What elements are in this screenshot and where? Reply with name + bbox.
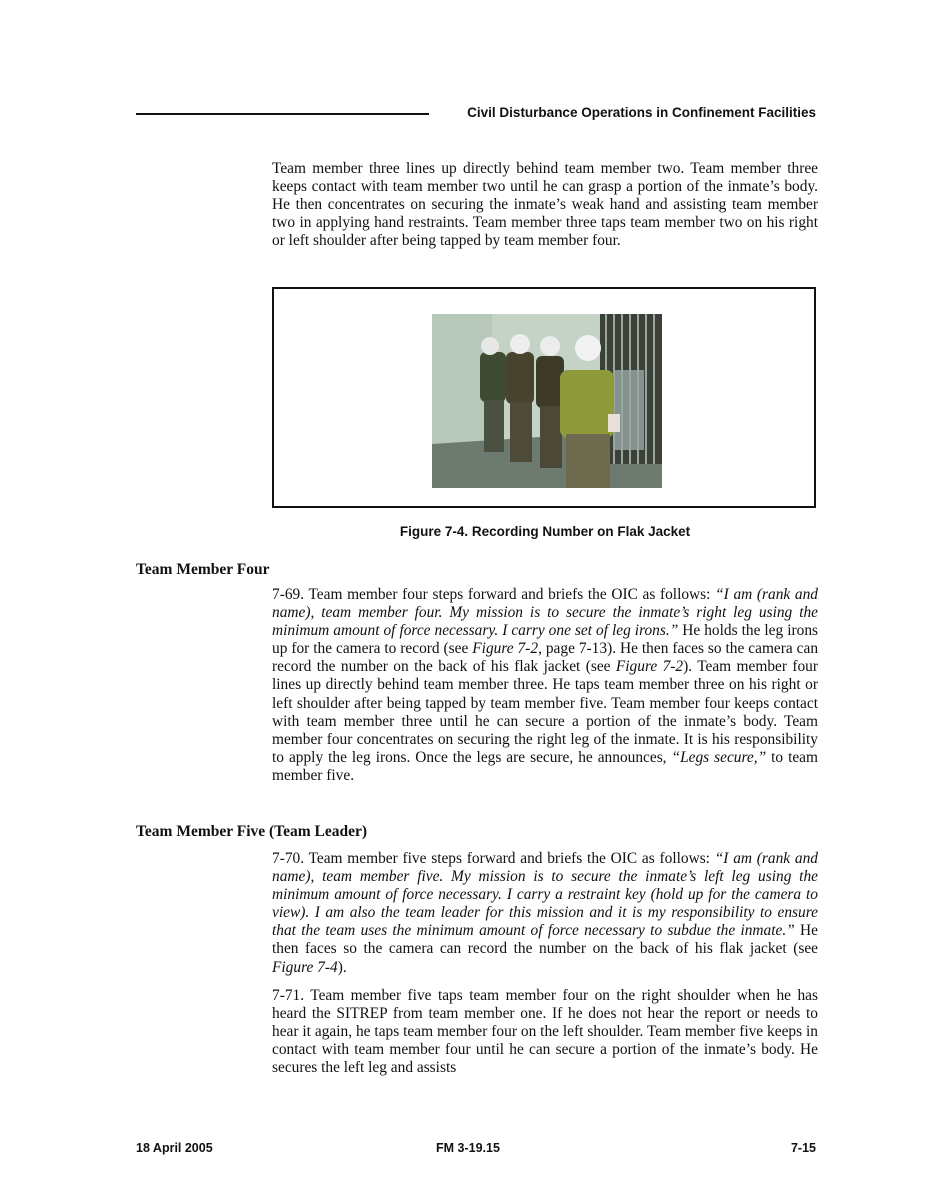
paragraph-text: He holds the leg irons up for the camera to record (see: [272, 622, 818, 658]
paragraph-number: 7-69.: [272, 586, 305, 603]
paragraph-text: ).: [337, 958, 347, 976]
section-heading-team-member-four: Team Member Four: [136, 561, 270, 578]
footer-manual-number: FM 3-19.15: [436, 1141, 500, 1155]
footer-date: 18 April 2005: [136, 1141, 213, 1155]
figure-reference: Figure 7-2: [615, 658, 684, 676]
figure-caption: Figure 7-4. Recording Number on Flak Jacket: [399, 524, 691, 539]
paragraph-text: Team member four steps forward and briefs the OIC as follows:: [308, 586, 716, 603]
quoted-announcement: “Legs secure,”: [671, 748, 767, 766]
quoted-briefing: “I am (rank and name), team member five. My mission is to secure the inmate’s left leg using the minimum amount of force necessary. I carry a restraint key (hold up for the camera to view). I am also the team leader for this mission and it is my responsibility to ensure that the team uses the minimum amount of force necessary to subdue the inmate.”: [272, 850, 818, 940]
figure-reference: Figure 7-4: [272, 958, 338, 976]
figure-frame: [272, 287, 816, 508]
paragraph-text: ). Team member four lines up directly behind team member three. He taps team member three on his right or left shoulder after being tapped by team member five. Team member four keeps contact with team member three until he can secure a portion of the inmate’s body. Team member four concentrates on securing the right leg of the inmate. It is his responsibility to apply the leg irons. Once the legs are secure, he announces,: [272, 658, 818, 766]
paragraph-7-70: [272, 850, 818, 977]
paragraph-text: , page 7-13). He then faces so the camera can record the number on the back of his flak jacket (see: [272, 640, 819, 676]
figure-photo: [432, 314, 662, 488]
header-rule: [136, 113, 429, 115]
footer-page-number: 7-15: [790, 1141, 816, 1155]
paragraph-number: 7-70.: [272, 850, 305, 867]
paragraph-text: Team member five taps team member four on the right shoulder when he has heard the SITREP from team member one. If he does not hear the report or needs to hear it again, he taps team member four on the left shoulder. Team member five keeps in contact with team member four until he can secure a portion of the inmate’s body. He secures the left leg and assists: [272, 987, 818, 1077]
figure-reference: Figure 7-2: [472, 640, 539, 658]
paragraph-7-69: [272, 586, 818, 785]
paragraph-text: Team member five steps forward and briefs the OIC as follows:: [308, 850, 715, 867]
paragraph-7-71: [272, 987, 818, 1077]
running-head-title: Civil Disturbance Operations in Confinement Facilities: [467, 105, 816, 120]
paragraph-text: He then faces so the camera can record the number on the back of his flak jacket (see: [272, 922, 818, 958]
paragraph-text: to team member five.: [272, 748, 818, 784]
paragraph-number: 7-71.: [272, 987, 305, 1004]
section-heading-team-member-five: Team Member Five (Team Leader): [136, 823, 368, 840]
intro-paragraph: Team member three lines up directly behind team member two. Team member three keeps contact with team member two until he can grasp a portion of the inmate’s body. He then concentrates on securing the inmate’s weak hand and assisting team member two in applying hand restraints. Team member three taps team member two on his right or left shoulder after being tapped by team member four.: [272, 160, 818, 250]
team-photo-illustration: [432, 314, 662, 488]
quoted-briefing: “I am (rank and name), team member four. My mission is to secure the inmate’s right leg using the minimum amount of force necessary. I carry one set of leg irons.”: [272, 586, 818, 640]
